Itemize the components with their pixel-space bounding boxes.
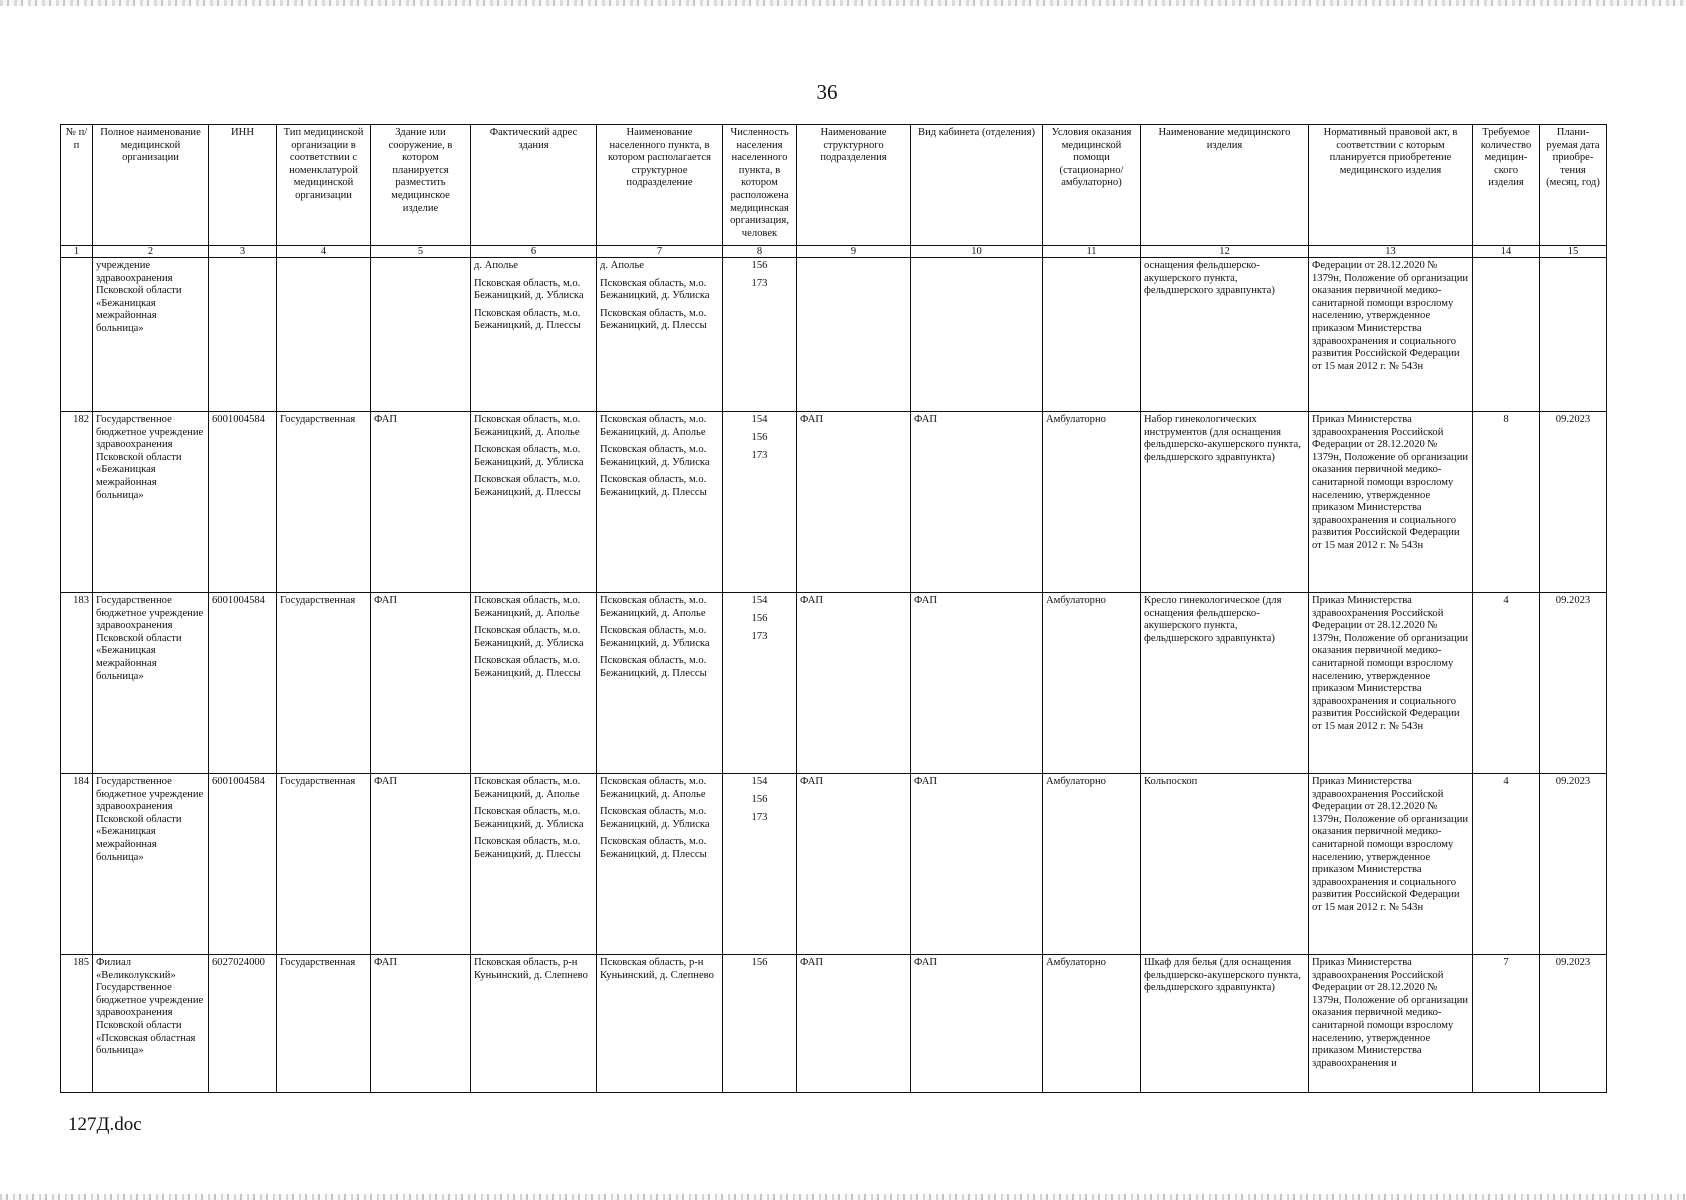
header-cell: Наименование населенного пункта, в котором располагается структурное подразделение xyxy=(597,125,723,246)
building-cell: ФАП xyxy=(371,412,471,593)
row-number-cell: 185 xyxy=(61,955,93,1093)
unit-cell: ФАП xyxy=(797,412,911,593)
address-cell xyxy=(471,258,597,412)
column-number: 7 xyxy=(597,246,723,258)
header-cell: Плани-руемая дата приобре-тения (месяц, год) xyxy=(1540,125,1607,246)
address-line: Псковская область, р-н Куньинский, д. Слепнево xyxy=(474,957,588,981)
settlement-cell xyxy=(597,593,723,774)
address-line: Псковская область, м.о. Бежаницкий, д. Плессы xyxy=(474,836,581,860)
inn-cell: 6001004584 xyxy=(209,412,277,593)
column-number: 9 xyxy=(797,246,911,258)
legal-act-cell: Приказ Министерства здравоохранения Российской Федерации от 28.12.2020 № 1379н, Положение об организации оказания первичной медико-санитарной помощи взрослому населению, утвержденное приказом Министерства здравоохранения и социального развития Российской Федерации от 15 мая 2012 г. № 543н xyxy=(1309,774,1473,955)
population-cell xyxy=(723,412,797,593)
organization-cell: Государственное бюджетное учреждение здравоохранения Псковской области «Бежаницкая межрайонная больница» xyxy=(93,593,209,774)
address-cell xyxy=(471,593,597,774)
date-cell: 09.2023 xyxy=(1540,955,1607,1093)
population-cell xyxy=(723,593,797,774)
table-row xyxy=(61,955,1607,1093)
header-cell: Нормативный правовой акт, в соответствии с которым планируется приобретение медицинского изделия xyxy=(1309,125,1473,246)
column-number: 1 xyxy=(61,246,93,258)
population-cell xyxy=(723,258,797,412)
population-value: 156 xyxy=(751,794,768,805)
device-cell: Шкаф для белья (для оснащения фельдшерско-акушерского пункта, фельдшерского здравпункта) xyxy=(1141,955,1309,1093)
registry-table xyxy=(60,124,1607,1093)
conditions-cell xyxy=(1043,258,1141,412)
settlement-line: Псковская область, м.о. Бежаницкий, д. Плессы xyxy=(600,836,707,860)
org-type-cell: Государственная xyxy=(277,774,371,955)
address-line: Псковская область, м.о. Бежаницкий, д. Плессы xyxy=(474,307,581,332)
unit-cell: ФАП xyxy=(797,774,911,955)
conditions-cell: Амбулаторно xyxy=(1043,774,1141,955)
column-number: 13 xyxy=(1309,246,1473,258)
column-number: 6 xyxy=(471,246,597,258)
unit-cell: ФАП xyxy=(797,593,911,774)
inn-cell: 6001004584 xyxy=(209,593,277,774)
population-value: 156 xyxy=(751,613,768,624)
quantity-cell: 7 xyxy=(1473,955,1540,1093)
header-cell: Здание или сооружение, в котором планируется разместить медицинское изделие xyxy=(371,125,471,246)
column-number: 11 xyxy=(1043,246,1141,258)
header-cell: Условия оказания медицинской помощи (стационарно/ амбулаторно) xyxy=(1043,125,1141,246)
row-number-cell: 182 xyxy=(61,412,93,593)
address-line: Псковская область, м.о. Бежаницкий, д. Плессы xyxy=(474,655,581,679)
date-cell: 09.2023 xyxy=(1540,774,1607,955)
population-value: 154 xyxy=(751,595,768,606)
address-line: Псковская область, м.о. Бежаницкий, д. Аполье xyxy=(474,414,581,438)
address-line: Псковская область, м.о. Бежаницкий, д. Ублиска xyxy=(474,277,584,302)
address-line: Псковская область, м.о. Бежаницкий, д. Плессы xyxy=(474,474,581,498)
settlement-cell xyxy=(597,955,723,1093)
settlement-line: Псковская область, р-н Куньинский, д. Слепнево xyxy=(600,957,714,981)
column-number: 15 xyxy=(1540,246,1607,258)
address-line: д. Аполье xyxy=(474,260,518,271)
row-number-cell: 184 xyxy=(61,774,93,955)
document-filename: 127Д.doc xyxy=(68,1114,142,1135)
address-cell xyxy=(471,955,597,1093)
population-cell xyxy=(723,774,797,955)
org-type-cell: Государственная xyxy=(277,955,371,1093)
row-number-cell: 183 xyxy=(61,593,93,774)
settlement-line: д. Аполье xyxy=(600,260,644,271)
settlement-line: Псковская область, м.о. Бежаницкий, д. Плессы xyxy=(600,307,707,332)
column-number: 4 xyxy=(277,246,371,258)
settlement-line: Псковская область, м.о. Бежаницкий, д. Ублиска xyxy=(600,806,710,830)
settlement-line: Псковская область, м.о. Бежаницкий, д. Аполье xyxy=(600,595,707,619)
header-cell: № п/п xyxy=(61,125,93,246)
settlement-line: Псковская область, м.о. Бежаницкий, д. Ублиска xyxy=(600,277,710,302)
date-cell: 09.2023 xyxy=(1540,593,1607,774)
org-type-cell: Государственная xyxy=(277,412,371,593)
address-line: Псковская область, м.о. Бежаницкий, д. Ублиска xyxy=(474,625,584,649)
header-cell: Полное наименование медицинской организации xyxy=(93,125,209,246)
inn-cell xyxy=(209,258,277,412)
device-cell: Набор гинекологических инструментов (для оснащения фельдшерско-акушерского пункта, фельдшерского здравпункта) xyxy=(1141,412,1309,593)
cabinet-cell: ФАП xyxy=(911,593,1043,774)
conditions-cell: Амбулаторно xyxy=(1043,955,1141,1093)
organization-cell: Государственное бюджетное учреждение здравоохранения Псковской области «Бежаницкая межрайонная больница» xyxy=(93,774,209,955)
header-cell: Наименование структурного подразделения xyxy=(797,125,911,246)
address-line: Псковская область, м.о. Бежаницкий, д. Аполье xyxy=(474,776,581,800)
legal-act-cell: Приказ Министерства здравоохранения Российской Федерации от 28.12.2020 № 1379н, Положение об организации оказания первичной медико-санитарной помощи взрослому населению, утвержденное приказом Министерства здравоохранения и xyxy=(1309,955,1473,1093)
inn-cell: 6001004584 xyxy=(209,774,277,955)
table-row xyxy=(61,412,1607,593)
population-value: 173 xyxy=(751,278,768,289)
quantity-cell: 4 xyxy=(1473,593,1540,774)
device-cell: Кресло гинекологическое (для оснащения фельдшерско-акушерского пункта, фельдшерского здравпункта) xyxy=(1141,593,1309,774)
population-value: 173 xyxy=(751,450,768,461)
column-number: 5 xyxy=(371,246,471,258)
cabinet-cell xyxy=(911,258,1043,412)
table-row xyxy=(61,593,1607,774)
unit-cell: ФАП xyxy=(797,955,911,1093)
population-value: 173 xyxy=(751,631,768,642)
column-number: 12 xyxy=(1141,246,1309,258)
settlement-cell xyxy=(597,774,723,955)
header-cell: Требуемое количество медицин-ского изделия xyxy=(1473,125,1540,246)
scan-edge-top xyxy=(0,0,1686,6)
settlement-line: Псковская область, м.о. Бежаницкий, д. Ублиска xyxy=(600,625,710,649)
settlement-line: Псковская область, м.о. Бежаницкий, д. Аполье xyxy=(600,776,707,800)
building-cell xyxy=(371,258,471,412)
settlement-line: Псковская область, м.о. Бежаницкий, д. Плессы xyxy=(600,474,707,498)
column-number: 10 xyxy=(911,246,1043,258)
header-cell: Вид кабинета (отделения) xyxy=(911,125,1043,246)
header-cell: Фактический адрес здания xyxy=(471,125,597,246)
population-value: 154 xyxy=(751,776,768,787)
row-number-cell xyxy=(61,258,93,412)
address-cell xyxy=(471,774,597,955)
legal-act-cell: Федерации от 28.12.2020 № 1379н, Положение об организации оказания первичной медико-санитарной помощи взрослому населению, утвержденное приказом Министерства здравоохранения и социального развития Российской Федерации от 15 мая 2012 г. № 543н xyxy=(1309,258,1473,412)
header-cell: Тип медицинской организации в соответствии с номенклатурой медицинской организации xyxy=(277,125,371,246)
legal-act-cell: Приказ Министерства здравоохранения Российской Федерации от 28.12.2020 № 1379н, Положение об организации оказания первичной медико-санитарной помощи взрослому населению, утвержденное приказом Министерства здравоохранения и социального развития Российской Федерации от 15 мая 2012 г. № 543н xyxy=(1309,412,1473,593)
device-cell: Кольпоскоп xyxy=(1141,774,1309,955)
cabinet-cell: ФАП xyxy=(911,412,1043,593)
settlement-line: Псковская область, м.о. Бежаницкий, д. Ублиска xyxy=(600,444,710,468)
quantity-cell: 4 xyxy=(1473,774,1540,955)
population-value: 156 xyxy=(751,260,768,271)
column-number: 3 xyxy=(209,246,277,258)
conditions-cell: Амбулаторно xyxy=(1043,593,1141,774)
settlement-line: Псковская область, м.о. Бежаницкий, д. Аполье xyxy=(600,414,707,438)
address-line: Псковская область, м.о. Бежаницкий, д. Ублиска xyxy=(474,806,584,830)
column-number: 14 xyxy=(1473,246,1540,258)
settlement-cell xyxy=(597,258,723,412)
quantity-cell xyxy=(1473,258,1540,412)
address-line: Псковская область, м.о. Бежаницкий, д. Ублиска xyxy=(474,444,584,468)
building-cell: ФАП xyxy=(371,955,471,1093)
date-cell xyxy=(1540,258,1607,412)
settlement-cell xyxy=(597,412,723,593)
unit-cell xyxy=(797,258,911,412)
address-line: Псковская область, м.о. Бежаницкий, д. Аполье xyxy=(474,595,581,619)
column-number: 8 xyxy=(723,246,797,258)
population-value: 173 xyxy=(751,812,768,823)
table-row-continuation xyxy=(61,258,1607,412)
cabinet-cell: ФАП xyxy=(911,955,1043,1093)
population-value: 156 xyxy=(751,432,768,443)
scan-edge-bottom xyxy=(0,1194,1686,1200)
header-cell: Численность населения населенного пункта, в котором расположена медицинская организация, человек xyxy=(723,125,797,246)
page-number: 36 xyxy=(816,80,838,104)
inn-cell: 6027024000 xyxy=(209,955,277,1093)
building-cell: ФАП xyxy=(371,593,471,774)
population-value: 154 xyxy=(751,414,768,425)
organization-cell: учреждение здравоохранения Псковской области «Бежаницкая межрайонная больница» xyxy=(93,258,209,412)
settlement-line: Псковская область, м.о. Бежаницкий, д. Плессы xyxy=(600,655,707,679)
organization-cell: Государственное бюджетное учреждение здравоохранения Псковской области «Бежаницкая межрайонная больница» xyxy=(93,412,209,593)
population-value: 156 xyxy=(751,957,768,968)
table-row xyxy=(61,774,1607,955)
quantity-cell: 8 xyxy=(1473,412,1540,593)
org-type-cell xyxy=(277,258,371,412)
organization-cell: Филиал «Великолукский» Государственное бюджетное учреждение здравоохранения Псковской области «Псковская областная больница» xyxy=(93,955,209,1093)
org-type-cell: Государственная xyxy=(277,593,371,774)
date-cell: 09.2023 xyxy=(1540,412,1607,593)
building-cell: ФАП xyxy=(371,774,471,955)
header-cell: ИНН xyxy=(209,125,277,246)
header-row xyxy=(61,125,1607,246)
population-cell xyxy=(723,955,797,1093)
conditions-cell: Амбулаторно xyxy=(1043,412,1141,593)
header-cell: Наименование медицинского изделия xyxy=(1141,125,1309,246)
column-number-row xyxy=(61,246,1607,258)
column-number: 2 xyxy=(93,246,209,258)
legal-act-cell: Приказ Министерства здравоохранения Российской Федерации от 28.12.2020 № 1379н, Положение об организации оказания первичной медико-санитарной помощи взрослому населению, утвержденное приказом Министерства здравоохранения и социального развития Российской Федерации от 15 мая 2012 г. № 543н xyxy=(1309,593,1473,774)
device-cell: оснащения фельдшерско-акушерского пункта, фельдшерского здравпункта) xyxy=(1141,258,1309,412)
address-cell xyxy=(471,412,597,593)
cabinet-cell: ФАП xyxy=(911,774,1043,955)
